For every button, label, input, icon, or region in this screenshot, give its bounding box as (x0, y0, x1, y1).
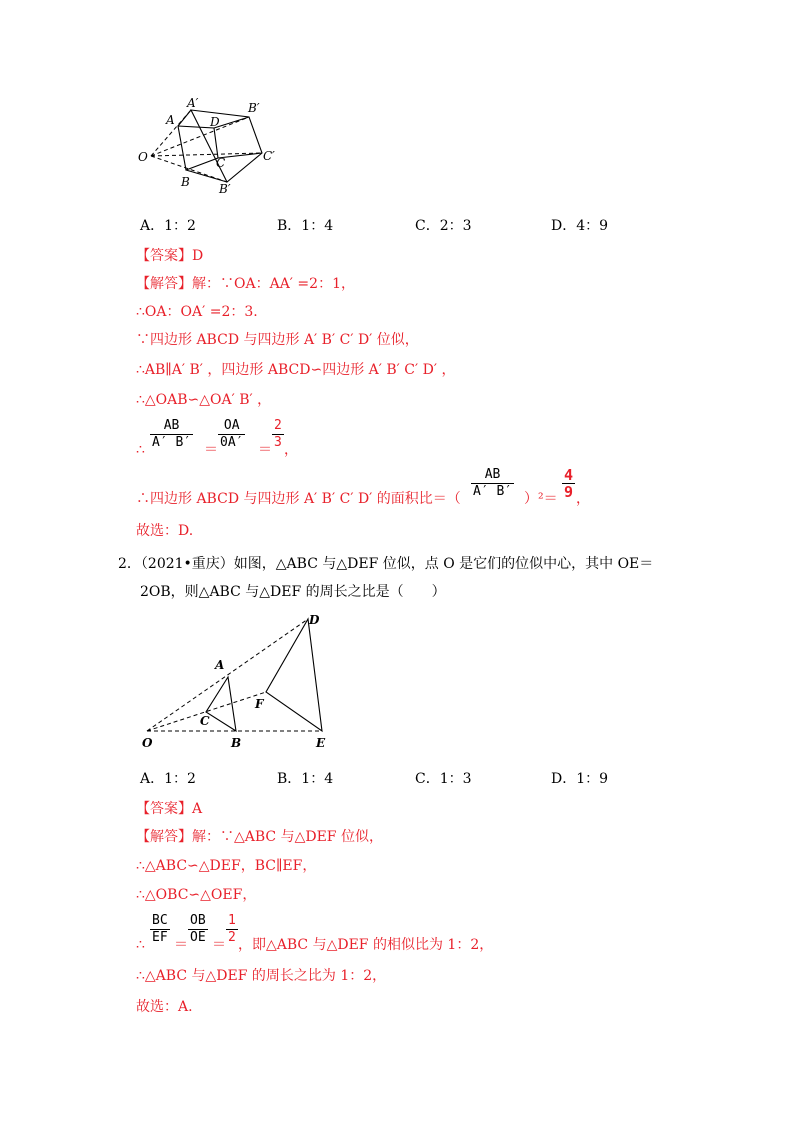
q2-option-c[interactable]: C．1：3 (415, 771, 472, 787)
q1-solution-line-5: ∴△OAB∽△OA′ B′ ， (136, 392, 272, 408)
q1-label-A: A (166, 113, 175, 127)
q1-eq2-prefix: ∴四边形 ABCD 与四边形 A′ B′ C′ D′ 的面积比＝（ (136, 491, 461, 507)
q1-eq1-suffix: ， (284, 442, 298, 458)
q1-option-d[interactable]: D．4：9 (551, 218, 609, 234)
q1-label-O: O (138, 150, 148, 164)
q1-solution-line-1: 【解答】解：∵OA：AA′ =2：1， (136, 276, 355, 292)
q2-option-a[interactable]: A．1：2 (140, 771, 196, 787)
q2-solution-line-2: ∴△ABC∽△DEF，BC∥EF， (136, 858, 317, 874)
q1-eq1-frac-oa: $\frac{OA}{0A'}$ (220, 418, 244, 450)
q1-label-B: B (181, 175, 190, 189)
q1-option-b[interactable]: B．1：4 (277, 218, 334, 234)
q1-eq2-frac-area: $\frac{4}{9}$ (564, 466, 574, 501)
q2-eq1-frac-bc: $\frac{BC}{EF}$ (152, 913, 168, 945)
q2-eq1-frac-ratio: $\frac{1}{2}$ (228, 913, 236, 945)
q2-answer: 【答案】A (136, 801, 203, 817)
q1-eq1-frac-ratio: $\frac{2}{3}$ (274, 418, 282, 450)
q1-eq2-suffix: ， (576, 491, 590, 507)
q1-conclusion: 故选：D. (136, 523, 194, 539)
q2-conclusion: 故选：A. (136, 999, 193, 1015)
q2-label-A: A (215, 658, 225, 672)
q1-label-D: D (210, 115, 220, 129)
q1-label-C: C (216, 156, 226, 170)
q2-label-B: B (231, 736, 242, 750)
q1-eq2-frac-ab: $\frac{AB}{A' B'}$ (473, 467, 513, 499)
q1-label-A1: A′ (187, 96, 199, 110)
q2-option-d[interactable]: D．1：9 (551, 771, 609, 787)
q2-label-F: F (255, 697, 264, 711)
q2-eq1-equals: ＝ (174, 937, 188, 953)
q2-figure (138, 606, 338, 754)
q1-eq1-equals-2: ＝ (258, 442, 272, 458)
q2-label-D: D (309, 613, 320, 627)
q2-stem-line-1: 2．（2021•重庆）如图，△ABC 与△DEF 位似，点 O 是它们的位似中心，其中 OE＝ (118, 556, 654, 572)
q1-eq2-mid: ）²＝ (524, 491, 558, 507)
q2-label-E: E (316, 736, 326, 750)
q1-option-a[interactable]: A．1：2 (140, 218, 196, 234)
q1-eq1-equals: ＝ (204, 442, 218, 458)
q1-option-c[interactable]: C．2：3 (415, 218, 472, 234)
q2-line-after: ∴△ABC 与△DEF 的周长之比为 1：2， (136, 968, 387, 984)
q2-eq1-suffix: ，即△ABC 与△DEF 的相似比为 1：2， (238, 937, 494, 953)
q2-stem-line-2: 2OB，则△ABC 与△DEF 的周长之比是（ ） (140, 584, 446, 600)
q1-eq1-prefix: ∴ (136, 442, 145, 458)
q1-solution-line-3: ∵四边形 ABCD 与四边形 A′ B′ C′ D′ 位似， (136, 332, 419, 348)
q1-solution-line-4: ∴AB∥A′ B′ ，四边形 ABCD∽四边形 A′ B′ C′ D′ ， (136, 362, 456, 378)
q1-answer: 【答案】D (136, 248, 204, 264)
q2-label-O: O (142, 736, 153, 750)
q1-label-C1: C′ (263, 149, 275, 163)
q2-eq1-frac-ob: $\frac{OB}{OE}$ (190, 913, 206, 945)
q2-label-C: C (200, 714, 210, 728)
q2-eq1-prefix: ∴ (136, 937, 145, 953)
q1-label-B1b: B′ (219, 182, 231, 196)
q2-eq1-equals-2: ＝ (212, 937, 226, 953)
q1-eq1-frac-ab: $\frac{AB}{A' B'}$ (152, 418, 192, 450)
q1-figure (135, 95, 295, 200)
q1-solution-line-2: ∴OA：OA′ =2：3. (136, 304, 258, 320)
q2-solution-line-1: 【解答】解：∵△ABC 与△DEF 位似， (136, 829, 383, 845)
q2-option-b[interactable]: B．1：4 (277, 771, 334, 787)
q2-solution-line-3: ∴△OBC∽△OEF， (136, 887, 257, 903)
q1-label-B1: B′ (248, 101, 260, 115)
